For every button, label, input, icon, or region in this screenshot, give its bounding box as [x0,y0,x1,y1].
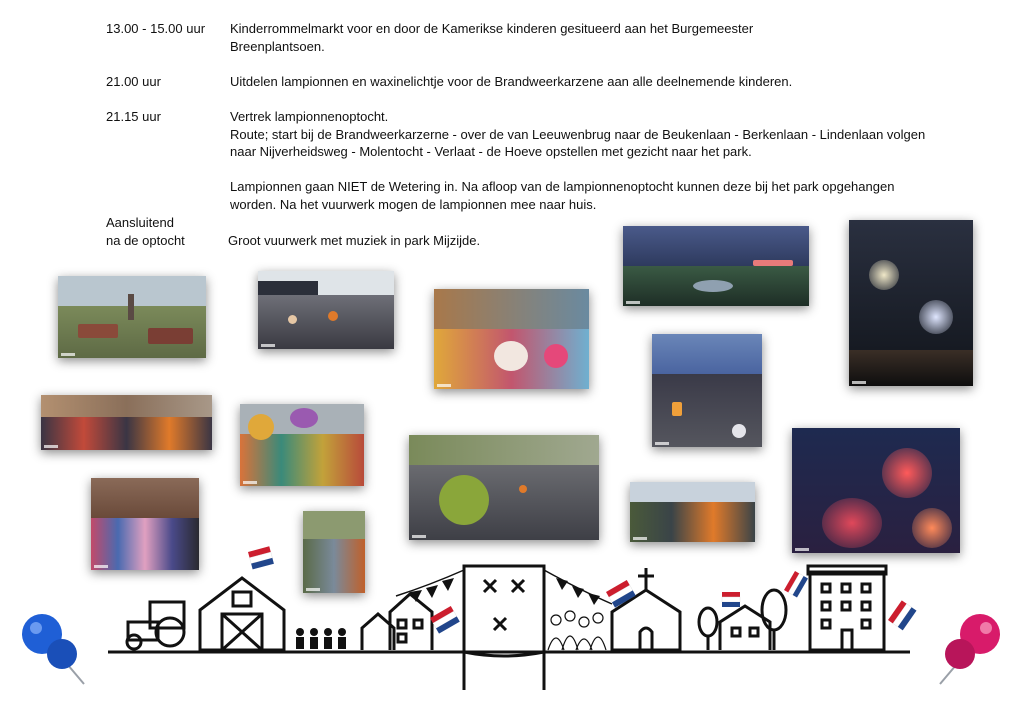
crowd-sketch-icon [548,611,606,650]
description-line [230,161,990,179]
photo-toy-market [434,289,589,389]
photo-parade-float [240,404,364,486]
dutch-flag-houses [430,606,460,634]
description-line: Vertrek lampionnenoptocht. [230,109,389,124]
houses-with-trees-icon [699,590,786,650]
description-line: Uitdelen lampionnen en waxinelichtje voor de Brandweerkarzene aan alle deelnemende kinderen. [230,74,793,89]
description-line: naar Nijverheidsweg - Molentocht - Verlaat - de Hoeve opstellen met gezicht naar het park. [230,144,752,159]
photo-village-aerial [58,276,206,358]
time-line: Aansluitend [106,215,174,230]
time-label: 21.00 uur [106,74,161,89]
apartment-building-icon [808,566,886,650]
photo-red-fireworks [792,428,960,553]
dutch-flag-apartment [888,600,917,630]
barn-icon [200,578,284,650]
photo-evening-park [623,226,809,306]
photo-children-lanterns [652,334,762,447]
description-line: Groot vuurwerk met muziek in park Mijzijde. [228,232,481,248]
description [230,73,990,91]
houses-icon [362,594,432,650]
description-line: Lampionnen gaan NIET de Wetering in. Na afloop van de lampionnenoptocht kunnen deze bij het park opgehangen [230,179,895,194]
church-icon [612,568,680,650]
bridge-tower-icon [464,566,544,690]
photo-fireworks-trees [849,220,973,386]
description-line: Kinderrommelmarkt voor en door de Kamerikse kinderen gesitueerd aan het Burgemeester [230,21,754,36]
dutch-flag-houses-trees [722,592,740,607]
photo-crowd-houses [630,482,755,542]
time-label [106,214,185,249]
photo-street-parade [41,395,212,450]
dutch-flag-tree [784,571,808,598]
description-line: Route; start bij de Brandweerkarzerne - over de van Leeuwenbrug naar de Beukenlaan - Berkenlaan - Lindenlaan volgen [230,126,926,142]
dutch-flag-barn [248,546,274,569]
tractor-icon [127,602,184,649]
blue-pushpin-icon [22,614,84,684]
bunting-flags [410,578,600,605]
children-figures-icon [296,628,346,649]
description-line: Breenplantsoen. [230,38,325,54]
photo-market-crowd [258,271,394,349]
pink-pushpin-icon [940,614,1000,684]
village-skyline-illustration [0,540,1024,724]
time-line: na de optocht [106,232,185,248]
photo-town-square [409,435,599,540]
time-label: 13.00 - 15.00 uur [106,21,206,36]
description [230,20,990,55]
bunting-line-right [544,570,612,604]
description [230,108,990,213]
description-line: worden. Na het vuurwerk mogen de lampionnen mee naar huis. [230,196,597,212]
time-label: 21.15 uur [106,109,161,124]
